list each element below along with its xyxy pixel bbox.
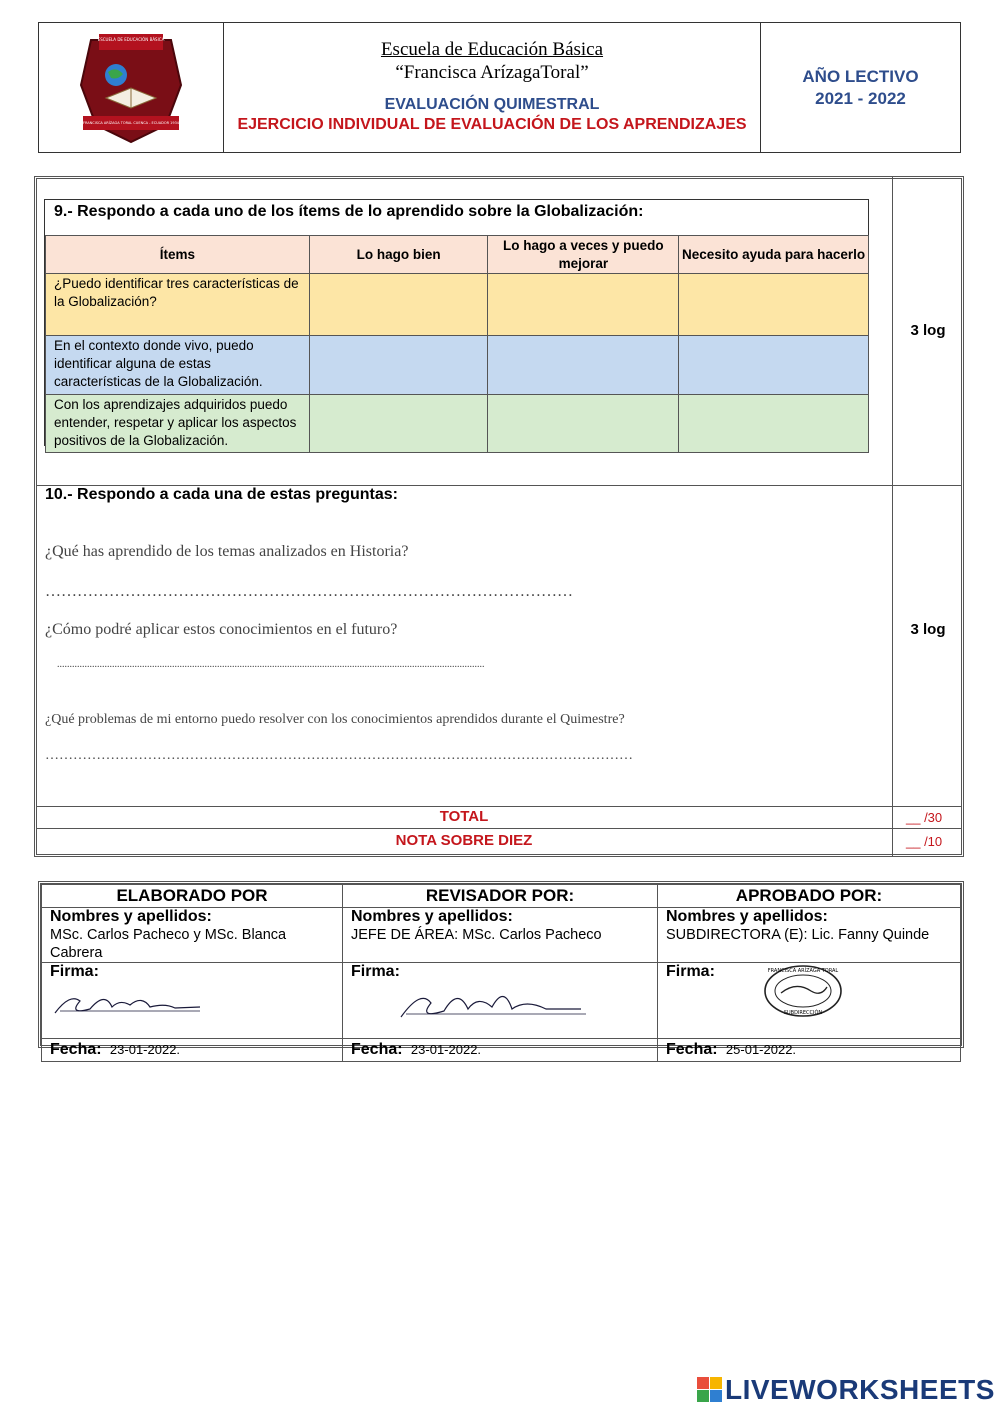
- item-text: ¿Puedo identificar tres características de la Globalización?: [46, 274, 310, 336]
- q9-score: 3 log: [910, 322, 946, 339]
- fecha-cell: [343, 1039, 658, 1062]
- eval-title: EVALUACIÓN QUIMESTRAL: [384, 96, 600, 113]
- answer-line-3[interactable]: ………………………………………………………………………………………………………………: [45, 748, 633, 763]
- answer-line-2[interactable]: ...........................................................................................................................................................................: [57, 659, 485, 670]
- header-revisado: REVISADOR POR:: [343, 885, 658, 908]
- q10-question-3: ¿Qué problemas de mi entorno puedo resolver con los conocimientos aprendidos durante el Quimestre?: [45, 712, 625, 727]
- answer-cell[interactable]: [488, 336, 679, 395]
- fecha-cell: [42, 1039, 343, 1062]
- names-label: Nombres y apellidos:: [50, 908, 212, 925]
- signature-image: [396, 981, 596, 1023]
- answer-cell[interactable]: [679, 274, 869, 336]
- nota-label: NOTA SOBRE DIEZ: [395, 832, 533, 849]
- names-cell: [658, 908, 961, 963]
- firma-cell: [343, 963, 658, 1039]
- document-header: [38, 22, 961, 153]
- q9-title: 9.- Respondo a cada uno de los ítems de lo aprendido sobre la Globalización:: [54, 203, 644, 220]
- firma-cell: [42, 963, 343, 1039]
- table-row: [46, 274, 869, 336]
- names-cell: [42, 908, 343, 963]
- q9-table: [45, 235, 869, 453]
- stamp-top-text: FRANCISCA ARÍZAGA TORAL: [767, 968, 839, 974]
- answer-cell[interactable]: [488, 395, 679, 453]
- logo-bottom-text: FRANCISCA ARÍZAGA TORAL CUENCA - ECUADOR 1934: [82, 121, 180, 125]
- item-text: En el contexto donde vivo, puedo identificar alguna de estas características de la Globalización.: [46, 336, 310, 395]
- q10-score: 3 log: [910, 621, 946, 638]
- date-value: 23-01-2022.: [109, 1042, 181, 1057]
- item-text: Con los aprendizajes adquiridos puedo entender, respetar y aplicar los aspectos positivos de la Globalización.: [46, 395, 310, 453]
- name-value: SUBDIRECTORA (E): Lic. Fanny Quinde: [666, 927, 930, 943]
- answer-cell[interactable]: [488, 274, 679, 336]
- names-label: Nombres y apellidos:: [351, 908, 513, 925]
- answer-cell[interactable]: [679, 336, 869, 395]
- answer-cell[interactable]: [309, 395, 488, 453]
- firma-cell: [658, 963, 961, 1039]
- school-logo: [71, 30, 191, 145]
- school-patron: “Francisca ArízagaToral”: [395, 62, 589, 83]
- fecha-label: Fecha:: [50, 1041, 102, 1058]
- nota-value[interactable]: __ /10: [906, 834, 943, 849]
- liveworksheets-watermark: [697, 1374, 995, 1406]
- year-value: 2021 - 2022: [815, 88, 906, 108]
- stamp-bottom-text: SUBDIRECCIÓN: [783, 1010, 823, 1016]
- header-center: [224, 23, 761, 152]
- q9-table-block: [44, 199, 869, 446]
- col-items: Ítems: [46, 236, 310, 274]
- fecha-cell: [658, 1039, 961, 1062]
- names-label: Nombres y apellidos:: [666, 908, 828, 925]
- total-divider-bottom: [36, 828, 962, 829]
- q10-title: 10.- Respondo a cada una de estas preguntas:: [45, 486, 398, 503]
- fecha-label: Fecha:: [666, 1041, 718, 1058]
- eval-subtitle: EJERCICIO INDIVIDUAL DE EVALUACIÓN DE LOS APRENDIZAJES: [237, 116, 747, 133]
- answer-cell[interactable]: [309, 336, 488, 395]
- answer-cell[interactable]: [309, 274, 488, 336]
- firma-label: Firma:: [351, 963, 400, 980]
- signatures-table-block: [38, 881, 964, 1058]
- stamp-seal: [761, 963, 845, 1019]
- col-a-veces: Lo hago a veces y puedo mejorar: [488, 236, 679, 274]
- logo-top-text: ESCUELA DE EDUCACIÓN BÁSICA: [97, 37, 165, 42]
- date-value: 25-01-2022.: [725, 1042, 797, 1057]
- col-necesito-ayuda: Necesito ayuda para hacerlo: [679, 236, 869, 274]
- header-elaborado: ELABORADO POR: [42, 885, 343, 908]
- header-year: [761, 23, 960, 152]
- score-column-divider: [892, 176, 893, 857]
- name-value: JEFE DE ÁREA: MSc. Carlos Pacheco: [351, 927, 602, 943]
- total-label: TOTAL: [439, 808, 489, 825]
- table-row: [46, 395, 869, 453]
- table-row: [46, 336, 869, 395]
- watermark-text: LIVEWORKSHEETS: [725, 1374, 995, 1405]
- year-label: AÑO LECTIVO: [802, 66, 919, 86]
- names-cell: [343, 908, 658, 963]
- firma-label: Firma:: [666, 963, 715, 980]
- total-value[interactable]: __ /30: [906, 810, 943, 825]
- name-value: MSc. Carlos Pacheco y MSc. Blanca Cabrera: [50, 927, 287, 961]
- date-value: 23-01-2022.: [410, 1042, 482, 1057]
- signatures-table: [41, 884, 961, 1062]
- liveworksheets-logo-icon: [697, 1377, 723, 1403]
- answer-line-1[interactable]: ………………………………………………………………………………………: [45, 583, 573, 600]
- q10-question-2: ¿Cómo podré aplicar estos conocimientos en el futuro?: [45, 621, 398, 638]
- col-lo-hago-bien: Lo hago bien: [309, 236, 488, 274]
- logo-cell: [39, 23, 224, 152]
- answer-cell[interactable]: [679, 395, 869, 453]
- signature-image: [50, 981, 210, 1021]
- firma-label: Firma:: [50, 963, 99, 980]
- q10-question-1: ¿Qué has aprendido de los temas analizados en Historia?: [45, 543, 409, 560]
- fecha-label: Fecha:: [351, 1041, 403, 1058]
- header-aprobado: APROBADO POR:: [658, 885, 961, 908]
- total-divider-top: [36, 806, 962, 807]
- school-name: Escuela de Educación Básica: [380, 39, 604, 60]
